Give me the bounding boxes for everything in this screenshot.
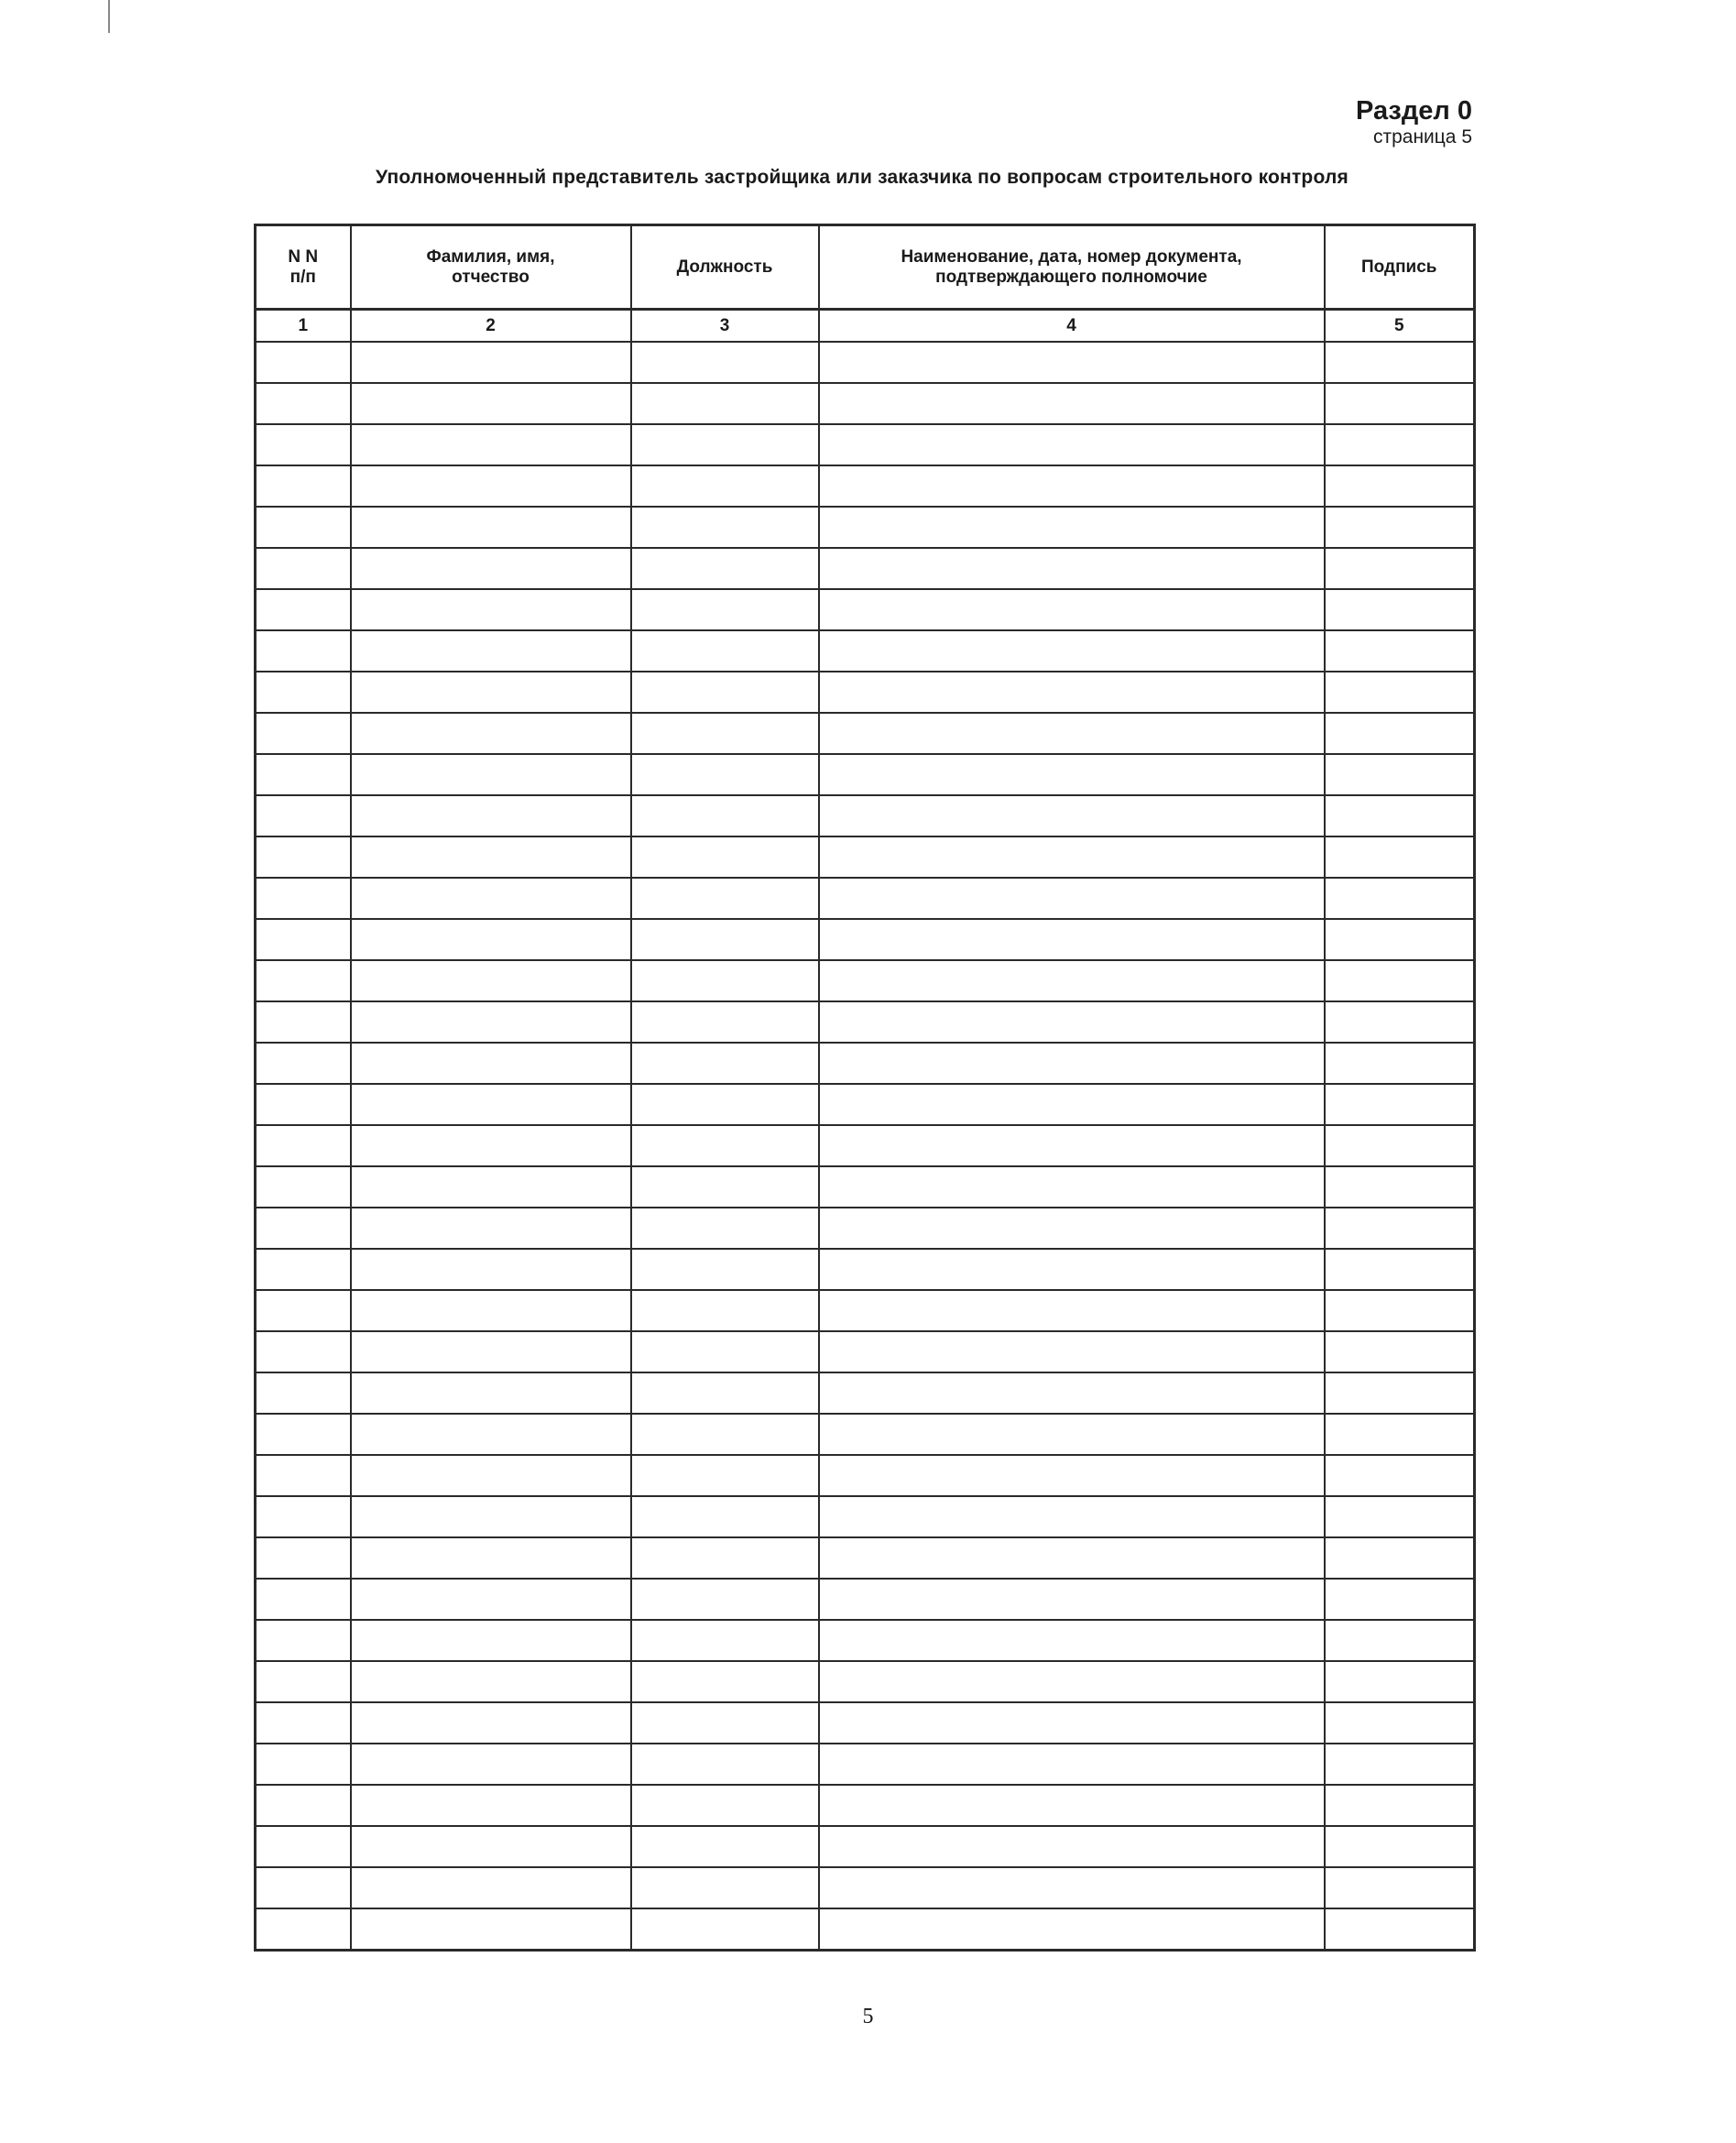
cell-authority-document[interactable]	[819, 1372, 1325, 1414]
cell-full-name[interactable]	[351, 1579, 631, 1620]
cell-authority-document[interactable]	[819, 795, 1325, 836]
cell-number[interactable]	[256, 1372, 351, 1414]
table-row	[256, 1744, 1475, 1785]
cell-authority-document[interactable]	[819, 960, 1325, 1001]
cell-authority-document[interactable]	[819, 1661, 1325, 1702]
cell-position[interactable]	[631, 342, 819, 383]
cell-full-name[interactable]	[351, 1331, 631, 1372]
cell-signature[interactable]	[1325, 383, 1475, 424]
cell-authority-document[interactable]	[819, 1455, 1325, 1496]
cell-position[interactable]	[631, 589, 819, 630]
column-header-number: N N п/п	[256, 225, 351, 310]
cell-full-name[interactable]	[351, 383, 631, 424]
cell-number[interactable]	[256, 548, 351, 589]
cell-authority-document[interactable]	[819, 1579, 1325, 1620]
cell-authority-document[interactable]	[819, 548, 1325, 589]
cell-number[interactable]	[256, 672, 351, 713]
column-number-4: 4	[819, 310, 1325, 343]
cell-number[interactable]	[256, 919, 351, 960]
table-row	[256, 713, 1475, 754]
cell-signature[interactable]	[1325, 1208, 1475, 1249]
cell-position[interactable]	[631, 795, 819, 836]
table-row	[256, 1372, 1475, 1414]
cell-signature[interactable]	[1325, 1372, 1475, 1414]
cell-full-name[interactable]	[351, 1620, 631, 1661]
cell-authority-document[interactable]	[819, 1249, 1325, 1290]
cell-signature[interactable]	[1325, 548, 1475, 589]
cell-number[interactable]	[256, 589, 351, 630]
cell-authority-document[interactable]	[819, 589, 1325, 630]
cell-authority-document[interactable]	[819, 1001, 1325, 1043]
cell-signature[interactable]	[1325, 1744, 1475, 1785]
cell-signature[interactable]	[1325, 1785, 1475, 1826]
cell-position[interactable]	[631, 1249, 819, 1290]
cell-number[interactable]	[256, 1001, 351, 1043]
cell-number[interactable]	[256, 1414, 351, 1455]
cell-full-name[interactable]	[351, 1702, 631, 1744]
cell-full-name[interactable]	[351, 1372, 631, 1414]
table-row	[256, 1166, 1475, 1208]
cell-signature[interactable]	[1325, 1620, 1475, 1661]
cell-signature[interactable]	[1325, 1414, 1475, 1455]
table-row	[256, 1084, 1475, 1125]
cell-position[interactable]	[631, 465, 819, 507]
cell-number[interactable]	[256, 1331, 351, 1372]
cell-position[interactable]	[631, 878, 819, 919]
section-title: Раздел 0	[1355, 96, 1472, 126]
cell-position[interactable]	[631, 919, 819, 960]
cell-full-name[interactable]	[351, 713, 631, 754]
cell-number[interactable]	[256, 1290, 351, 1331]
cell-authority-document[interactable]	[819, 465, 1325, 507]
cell-authority-document[interactable]	[819, 1331, 1325, 1372]
cell-number[interactable]	[256, 754, 351, 795]
cell-signature[interactable]	[1325, 424, 1475, 465]
table-row	[256, 878, 1475, 919]
table-row	[256, 1620, 1475, 1661]
cell-full-name[interactable]	[351, 1744, 631, 1785]
cell-position[interactable]	[631, 1496, 819, 1537]
cell-signature[interactable]	[1325, 754, 1475, 795]
cell-position[interactable]	[631, 1744, 819, 1785]
cell-authority-document[interactable]	[819, 507, 1325, 548]
page-number: 5	[862, 2005, 874, 2028]
cell-position[interactable]	[631, 548, 819, 589]
table-row	[256, 465, 1475, 507]
column-number-row	[256, 310, 1475, 343]
cell-signature[interactable]	[1325, 1166, 1475, 1208]
cell-full-name[interactable]	[351, 1908, 631, 1951]
cell-number[interactable]	[256, 507, 351, 548]
table-row	[256, 383, 1475, 424]
cell-position[interactable]	[631, 672, 819, 713]
column-number-1: 1	[256, 310, 351, 343]
table-body	[256, 342, 1475, 1951]
cell-authority-document[interactable]	[819, 1537, 1325, 1579]
cell-authority-document[interactable]	[819, 1702, 1325, 1744]
cell-signature[interactable]	[1325, 630, 1475, 672]
cell-number[interactable]	[256, 1908, 351, 1951]
cell-signature[interactable]	[1325, 1867, 1475, 1908]
cell-signature[interactable]	[1325, 919, 1475, 960]
cell-full-name[interactable]	[351, 1125, 631, 1166]
cell-number[interactable]	[256, 630, 351, 672]
cell-number[interactable]	[256, 424, 351, 465]
cell-signature[interactable]	[1325, 1043, 1475, 1084]
cell-full-name[interactable]	[351, 754, 631, 795]
cell-position[interactable]	[631, 1579, 819, 1620]
table-row	[256, 960, 1475, 1001]
table-row	[256, 548, 1475, 589]
cell-full-name[interactable]	[351, 1249, 631, 1290]
cell-full-name[interactable]	[351, 1496, 631, 1537]
cell-position[interactable]	[631, 1702, 819, 1744]
table-row	[256, 1867, 1475, 1908]
cell-position[interactable]	[631, 754, 819, 795]
table-row	[256, 1826, 1475, 1867]
cell-authority-document[interactable]	[819, 1744, 1325, 1785]
cell-authority-document[interactable]	[819, 836, 1325, 878]
cell-full-name[interactable]	[351, 1290, 631, 1331]
cell-position[interactable]	[631, 960, 819, 1001]
cell-position[interactable]	[631, 630, 819, 672]
cell-full-name[interactable]	[351, 1414, 631, 1455]
cell-number[interactable]	[256, 878, 351, 919]
cell-full-name[interactable]	[351, 424, 631, 465]
table-row	[256, 1661, 1475, 1702]
cell-position[interactable]	[631, 1908, 819, 1951]
table-row	[256, 589, 1475, 630]
cell-signature[interactable]	[1325, 1455, 1475, 1496]
cell-number[interactable]	[256, 465, 351, 507]
cell-number[interactable]	[256, 1208, 351, 1249]
cell-signature[interactable]	[1325, 878, 1475, 919]
cell-full-name[interactable]	[351, 589, 631, 630]
table-row	[256, 1290, 1475, 1331]
cell-position[interactable]	[631, 1826, 819, 1867]
table-row	[256, 1537, 1475, 1579]
table-row	[256, 1001, 1475, 1043]
cell-position[interactable]	[631, 424, 819, 465]
cell-signature[interactable]	[1325, 672, 1475, 713]
cell-full-name[interactable]	[351, 919, 631, 960]
table-row	[256, 795, 1475, 836]
table-row	[256, 754, 1475, 795]
cell-signature[interactable]	[1325, 795, 1475, 836]
cell-signature[interactable]	[1325, 589, 1475, 630]
cell-number[interactable]	[256, 1166, 351, 1208]
cell-authority-document[interactable]	[819, 630, 1325, 672]
cell-authority-document[interactable]	[819, 878, 1325, 919]
cell-authority-document[interactable]	[819, 1084, 1325, 1125]
table-row	[256, 1908, 1475, 1951]
cell-position[interactable]	[631, 507, 819, 548]
column-header-signature: Подпись	[1325, 225, 1475, 310]
column-number-2: 2	[351, 310, 631, 343]
cell-authority-document[interactable]	[819, 1043, 1325, 1084]
cell-position[interactable]	[631, 383, 819, 424]
section-page-label: страница 5	[1372, 126, 1472, 148]
cell-signature[interactable]	[1325, 1496, 1475, 1537]
table-row	[256, 1579, 1475, 1620]
table-row	[256, 1702, 1475, 1744]
cell-number[interactable]	[256, 1744, 351, 1785]
cell-full-name[interactable]	[351, 1001, 631, 1043]
cell-signature[interactable]	[1325, 1290, 1475, 1331]
cell-full-name[interactable]	[351, 1166, 631, 1208]
cell-full-name[interactable]	[351, 1785, 631, 1826]
cell-full-name[interactable]	[351, 878, 631, 919]
cell-authority-document[interactable]	[819, 919, 1325, 960]
document-title: Уполномоченный представитель застройщика или заказчика по вопросам строительного контроля	[376, 167, 1348, 188]
table-row	[256, 1043, 1475, 1084]
cell-full-name[interactable]	[351, 1826, 631, 1867]
cell-authority-document[interactable]	[819, 1125, 1325, 1166]
cell-number[interactable]	[256, 1249, 351, 1290]
table-row	[256, 1414, 1475, 1455]
cell-number[interactable]	[256, 1785, 351, 1826]
cell-signature[interactable]	[1325, 1661, 1475, 1702]
cell-authority-document[interactable]	[819, 424, 1325, 465]
table-row	[256, 1331, 1475, 1372]
table-row	[256, 507, 1475, 548]
cell-signature[interactable]	[1325, 1125, 1475, 1166]
cell-signature[interactable]	[1325, 836, 1475, 878]
cell-position[interactable]	[631, 1455, 819, 1496]
table-row	[256, 1125, 1475, 1166]
cell-position[interactable]	[631, 1125, 819, 1166]
cell-number[interactable]	[256, 342, 351, 383]
cell-full-name[interactable]	[351, 1208, 631, 1249]
cell-full-name[interactable]	[351, 795, 631, 836]
cell-position[interactable]	[631, 1661, 819, 1702]
cell-full-name[interactable]	[351, 960, 631, 1001]
cell-authority-document[interactable]	[819, 342, 1325, 383]
cell-signature[interactable]	[1325, 1579, 1475, 1620]
cell-number[interactable]	[256, 795, 351, 836]
cell-number[interactable]	[256, 960, 351, 1001]
cell-signature[interactable]	[1325, 1908, 1475, 1951]
page-edge-line	[108, 0, 110, 33]
cell-signature[interactable]	[1325, 465, 1475, 507]
cell-authority-document[interactable]	[819, 1785, 1325, 1826]
cell-authority-document[interactable]	[819, 713, 1325, 754]
cell-number[interactable]	[256, 1867, 351, 1908]
table-row	[256, 1208, 1475, 1249]
cell-position[interactable]	[631, 1331, 819, 1372]
cell-position[interactable]	[631, 1620, 819, 1661]
cell-position[interactable]	[631, 1537, 819, 1579]
cell-authority-document[interactable]	[819, 1867, 1325, 1908]
cell-authority-document[interactable]	[819, 1290, 1325, 1331]
table-row	[256, 1785, 1475, 1826]
cell-number[interactable]	[256, 1496, 351, 1537]
table-row	[256, 1455, 1475, 1496]
cell-position[interactable]	[631, 1372, 819, 1414]
cell-full-name[interactable]	[351, 1455, 631, 1496]
cell-number[interactable]	[256, 713, 351, 754]
cell-full-name[interactable]	[351, 1043, 631, 1084]
column-number-3: 3	[631, 310, 819, 343]
table-row	[256, 836, 1475, 878]
cell-number[interactable]	[256, 1125, 351, 1166]
table-row	[256, 630, 1475, 672]
cell-position[interactable]	[631, 1166, 819, 1208]
cell-full-name[interactable]	[351, 1537, 631, 1579]
column-number-5: 5	[1325, 310, 1475, 343]
cell-position[interactable]	[631, 713, 819, 754]
cell-signature[interactable]	[1325, 342, 1475, 383]
cell-authority-document[interactable]	[819, 1166, 1325, 1208]
cell-number[interactable]	[256, 383, 351, 424]
cell-position[interactable]	[631, 1043, 819, 1084]
cell-number[interactable]	[256, 1661, 351, 1702]
cell-full-name[interactable]	[351, 507, 631, 548]
cell-signature[interactable]	[1325, 960, 1475, 1001]
cell-number[interactable]	[256, 1537, 351, 1579]
cell-number[interactable]	[256, 1084, 351, 1125]
cell-signature[interactable]	[1325, 1702, 1475, 1744]
cell-full-name[interactable]	[351, 1084, 631, 1125]
cell-authority-document[interactable]	[819, 1414, 1325, 1455]
cell-authority-document[interactable]	[819, 1908, 1325, 1951]
cell-position[interactable]	[631, 1785, 819, 1826]
cell-number[interactable]	[256, 1702, 351, 1744]
cell-signature[interactable]	[1325, 1084, 1475, 1125]
cell-number[interactable]	[256, 1043, 351, 1084]
cell-signature[interactable]	[1325, 1249, 1475, 1290]
cell-position[interactable]	[631, 836, 819, 878]
cell-position[interactable]	[631, 1290, 819, 1331]
cell-signature[interactable]	[1325, 1537, 1475, 1579]
table-row	[256, 1496, 1475, 1537]
cell-authority-document[interactable]	[819, 1208, 1325, 1249]
cell-number[interactable]	[256, 1620, 351, 1661]
cell-position[interactable]	[631, 1867, 819, 1908]
column-header-full-name: Фамилия, имя, отчество	[351, 225, 631, 310]
cell-position[interactable]	[631, 1001, 819, 1043]
cell-authority-document[interactable]	[819, 1826, 1325, 1867]
table-row	[256, 424, 1475, 465]
cell-authority-document[interactable]	[819, 1496, 1325, 1537]
cell-full-name[interactable]	[351, 630, 631, 672]
table-row	[256, 919, 1475, 960]
table-row	[256, 672, 1475, 713]
cell-authority-document[interactable]	[819, 754, 1325, 795]
cell-full-name[interactable]	[351, 672, 631, 713]
representatives-table	[254, 224, 1476, 1952]
cell-signature[interactable]	[1325, 1826, 1475, 1867]
cell-position[interactable]	[631, 1208, 819, 1249]
cell-authority-document[interactable]	[819, 383, 1325, 424]
table-header-row	[256, 225, 1475, 310]
cell-full-name[interactable]	[351, 465, 631, 507]
cell-number[interactable]	[256, 1455, 351, 1496]
cell-number[interactable]	[256, 836, 351, 878]
cell-signature[interactable]	[1325, 1331, 1475, 1372]
cell-full-name[interactable]	[351, 1867, 631, 1908]
cell-authority-document[interactable]	[819, 1620, 1325, 1661]
cell-authority-document[interactable]	[819, 672, 1325, 713]
table-row	[256, 1249, 1475, 1290]
cell-number[interactable]	[256, 1579, 351, 1620]
cell-signature[interactable]	[1325, 1001, 1475, 1043]
table-row	[256, 342, 1475, 383]
column-header-position: Должность	[631, 225, 819, 310]
cell-position[interactable]	[631, 1084, 819, 1125]
cell-full-name[interactable]	[351, 342, 631, 383]
cell-signature[interactable]	[1325, 507, 1475, 548]
cell-full-name[interactable]	[351, 1661, 631, 1702]
column-header-authority-document: Наименование, дата, номер документа, подтверждающего полномочие	[819, 225, 1325, 310]
cell-signature[interactable]	[1325, 713, 1475, 754]
cell-full-name[interactable]	[351, 548, 631, 589]
section-header	[1356, 95, 1472, 148]
cell-position[interactable]	[631, 1414, 819, 1455]
cell-number[interactable]	[256, 1826, 351, 1867]
cell-full-name[interactable]	[351, 836, 631, 878]
